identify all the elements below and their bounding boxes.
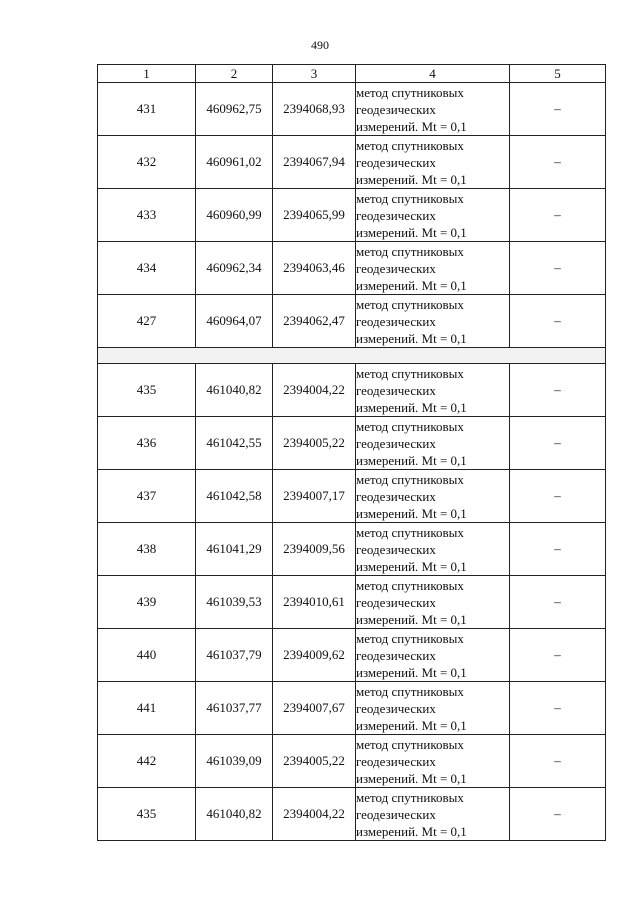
point-number-cell: 431 bbox=[98, 83, 196, 136]
x-coordinate-cell: 461042,55 bbox=[196, 417, 273, 470]
method-line: метод спутниковых bbox=[356, 683, 464, 699]
note-cell: – bbox=[510, 682, 606, 735]
method-line: метод спутниковых bbox=[356, 577, 464, 593]
method-line: геодезических bbox=[356, 806, 436, 822]
note-cell: – bbox=[510, 242, 606, 295]
note-cell: – bbox=[510, 136, 606, 189]
method-line: измерений. Mt = 0,1 bbox=[356, 277, 467, 293]
x-coordinate-cell: 460962,75 bbox=[196, 83, 273, 136]
method-line: измерений. Mt = 0,1 bbox=[356, 505, 467, 521]
method-cell bbox=[356, 523, 510, 576]
y-coordinate-cell: 2394063,46 bbox=[273, 242, 356, 295]
x-coordinate-cell: 461039,53 bbox=[196, 576, 273, 629]
method-line: геодезических bbox=[356, 647, 436, 663]
note-cell: – bbox=[510, 417, 606, 470]
method-cell bbox=[356, 682, 510, 735]
method-line: измерений. Mt = 0,1 bbox=[356, 452, 467, 468]
method-cell bbox=[356, 295, 510, 348]
method-cell bbox=[356, 83, 510, 136]
note-cell: – bbox=[510, 189, 606, 242]
column-header-3: 3 bbox=[273, 65, 356, 83]
coordinates-table bbox=[97, 64, 606, 841]
method-cell bbox=[356, 242, 510, 295]
y-coordinate-cell: 2394067,94 bbox=[273, 136, 356, 189]
method-line: геодезических bbox=[356, 488, 436, 504]
y-coordinate-cell: 2394004,22 bbox=[273, 788, 356, 841]
method-line: метод спутниковых bbox=[356, 789, 464, 805]
method-line: измерений. Mt = 0,1 bbox=[356, 399, 467, 415]
method-cell bbox=[356, 417, 510, 470]
method-line: измерений. Mt = 0,1 bbox=[356, 224, 467, 240]
point-number-cell: 442 bbox=[98, 735, 196, 788]
table-row bbox=[98, 364, 606, 417]
table-row bbox=[98, 470, 606, 523]
y-coordinate-cell: 2394065,99 bbox=[273, 189, 356, 242]
x-coordinate-cell: 461037,77 bbox=[196, 682, 273, 735]
column-header-1: 1 bbox=[98, 65, 196, 83]
method-cell bbox=[356, 470, 510, 523]
note-cell: – bbox=[510, 788, 606, 841]
table-row bbox=[98, 189, 606, 242]
method-line: метод спутниковых bbox=[356, 137, 464, 153]
note-cell: – bbox=[510, 523, 606, 576]
page-number: 490 bbox=[311, 38, 329, 52]
x-coordinate-cell: 460961,02 bbox=[196, 136, 273, 189]
method-cell bbox=[356, 735, 510, 788]
y-coordinate-cell: 2394062,47 bbox=[273, 295, 356, 348]
table-separator bbox=[98, 348, 606, 364]
method-cell bbox=[356, 629, 510, 682]
point-number-cell: 435 bbox=[98, 788, 196, 841]
table-row bbox=[98, 629, 606, 682]
method-line: измерений. Mt = 0,1 bbox=[356, 823, 467, 839]
table-row bbox=[98, 682, 606, 735]
method-cell bbox=[356, 364, 510, 417]
x-coordinate-cell: 460962,34 bbox=[196, 242, 273, 295]
method-line: измерений. Mt = 0,1 bbox=[356, 558, 467, 574]
method-line: метод спутниковых bbox=[356, 736, 464, 752]
y-coordinate-cell: 2394009,56 bbox=[273, 523, 356, 576]
method-line: геодезических bbox=[356, 382, 436, 398]
note-cell: – bbox=[510, 470, 606, 523]
method-line: метод спутниковых bbox=[356, 84, 464, 100]
point-number-cell: 432 bbox=[98, 136, 196, 189]
y-coordinate-cell: 2394005,22 bbox=[273, 735, 356, 788]
y-coordinate-cell: 2394007,67 bbox=[273, 682, 356, 735]
method-line: геодезических bbox=[356, 154, 436, 170]
point-number-cell: 440 bbox=[98, 629, 196, 682]
x-coordinate-cell: 461040,82 bbox=[196, 788, 273, 841]
method-line: измерений. Mt = 0,1 bbox=[356, 717, 467, 733]
method-line: геодезических bbox=[356, 541, 436, 557]
method-line: измерений. Mt = 0,1 bbox=[356, 664, 467, 680]
method-cell bbox=[356, 136, 510, 189]
y-coordinate-cell: 2394007,17 bbox=[273, 470, 356, 523]
method-line: геодезических bbox=[356, 260, 436, 276]
point-number-cell: 427 bbox=[98, 295, 196, 348]
table-row bbox=[98, 242, 606, 295]
separator-row bbox=[98, 348, 606, 364]
method-line: метод спутниковых bbox=[356, 630, 464, 646]
x-coordinate-cell: 460964,07 bbox=[196, 295, 273, 348]
table-group-2 bbox=[98, 364, 606, 841]
table-row bbox=[98, 576, 606, 629]
method-line: измерений. Mt = 0,1 bbox=[356, 118, 467, 134]
table-group-1 bbox=[98, 83, 606, 348]
table-row bbox=[98, 788, 606, 841]
method-line: геодезических bbox=[356, 101, 436, 117]
method-line: метод спутниковых bbox=[356, 296, 464, 312]
note-cell: – bbox=[510, 629, 606, 682]
method-line: измерений. Mt = 0,1 bbox=[356, 611, 467, 627]
column-header-4: 4 bbox=[356, 65, 510, 83]
method-cell bbox=[356, 788, 510, 841]
method-line: измерений. Mt = 0,1 bbox=[356, 330, 467, 346]
method-line: метод спутниковых bbox=[356, 418, 464, 434]
note-cell: – bbox=[510, 83, 606, 136]
y-coordinate-cell: 2394005,22 bbox=[273, 417, 356, 470]
y-coordinate-cell: 2394068,93 bbox=[273, 83, 356, 136]
x-coordinate-cell: 460960,99 bbox=[196, 189, 273, 242]
method-line: геодезических bbox=[356, 700, 436, 716]
note-cell: – bbox=[510, 735, 606, 788]
point-number-cell: 438 bbox=[98, 523, 196, 576]
column-header-2: 2 bbox=[196, 65, 273, 83]
x-coordinate-cell: 461039,09 bbox=[196, 735, 273, 788]
point-number-cell: 436 bbox=[98, 417, 196, 470]
point-number-cell: 434 bbox=[98, 242, 196, 295]
method-line: геодезических bbox=[356, 207, 436, 223]
method-line: геодезических bbox=[356, 753, 436, 769]
method-line: метод спутниковых bbox=[356, 365, 464, 381]
note-cell: – bbox=[510, 295, 606, 348]
header-row bbox=[98, 65, 606, 83]
x-coordinate-cell: 461040,82 bbox=[196, 364, 273, 417]
point-number-cell: 437 bbox=[98, 470, 196, 523]
method-line: геодезических bbox=[356, 313, 436, 329]
y-coordinate-cell: 2394004,22 bbox=[273, 364, 356, 417]
method-line: метод спутниковых bbox=[356, 190, 464, 206]
method-cell bbox=[356, 576, 510, 629]
table-row bbox=[98, 136, 606, 189]
method-line: геодезических bbox=[356, 435, 436, 451]
x-coordinate-cell: 461037,79 bbox=[196, 629, 273, 682]
note-cell: – bbox=[510, 364, 606, 417]
table-row bbox=[98, 83, 606, 136]
method-line: метод спутниковых bbox=[356, 524, 464, 540]
y-coordinate-cell: 2394010,61 bbox=[273, 576, 356, 629]
method-line: измерений. Mt = 0,1 bbox=[356, 171, 467, 187]
method-cell bbox=[356, 189, 510, 242]
table-row bbox=[98, 523, 606, 576]
note-cell: – bbox=[510, 576, 606, 629]
table-row bbox=[98, 417, 606, 470]
table-row bbox=[98, 295, 606, 348]
table-row bbox=[98, 735, 606, 788]
point-number-cell: 435 bbox=[98, 364, 196, 417]
column-header-5: 5 bbox=[510, 65, 606, 83]
point-number-cell: 439 bbox=[98, 576, 196, 629]
method-line: измерений. Mt = 0,1 bbox=[356, 770, 467, 786]
method-line: метод спутниковых bbox=[356, 243, 464, 259]
y-coordinate-cell: 2394009,62 bbox=[273, 629, 356, 682]
point-number-cell: 441 bbox=[98, 682, 196, 735]
x-coordinate-cell: 461042,58 bbox=[196, 470, 273, 523]
method-line: геодезических bbox=[356, 594, 436, 610]
point-number-cell: 433 bbox=[98, 189, 196, 242]
x-coordinate-cell: 461041,29 bbox=[196, 523, 273, 576]
separator-cell bbox=[98, 348, 606, 364]
method-line: метод спутниковых bbox=[356, 471, 464, 487]
